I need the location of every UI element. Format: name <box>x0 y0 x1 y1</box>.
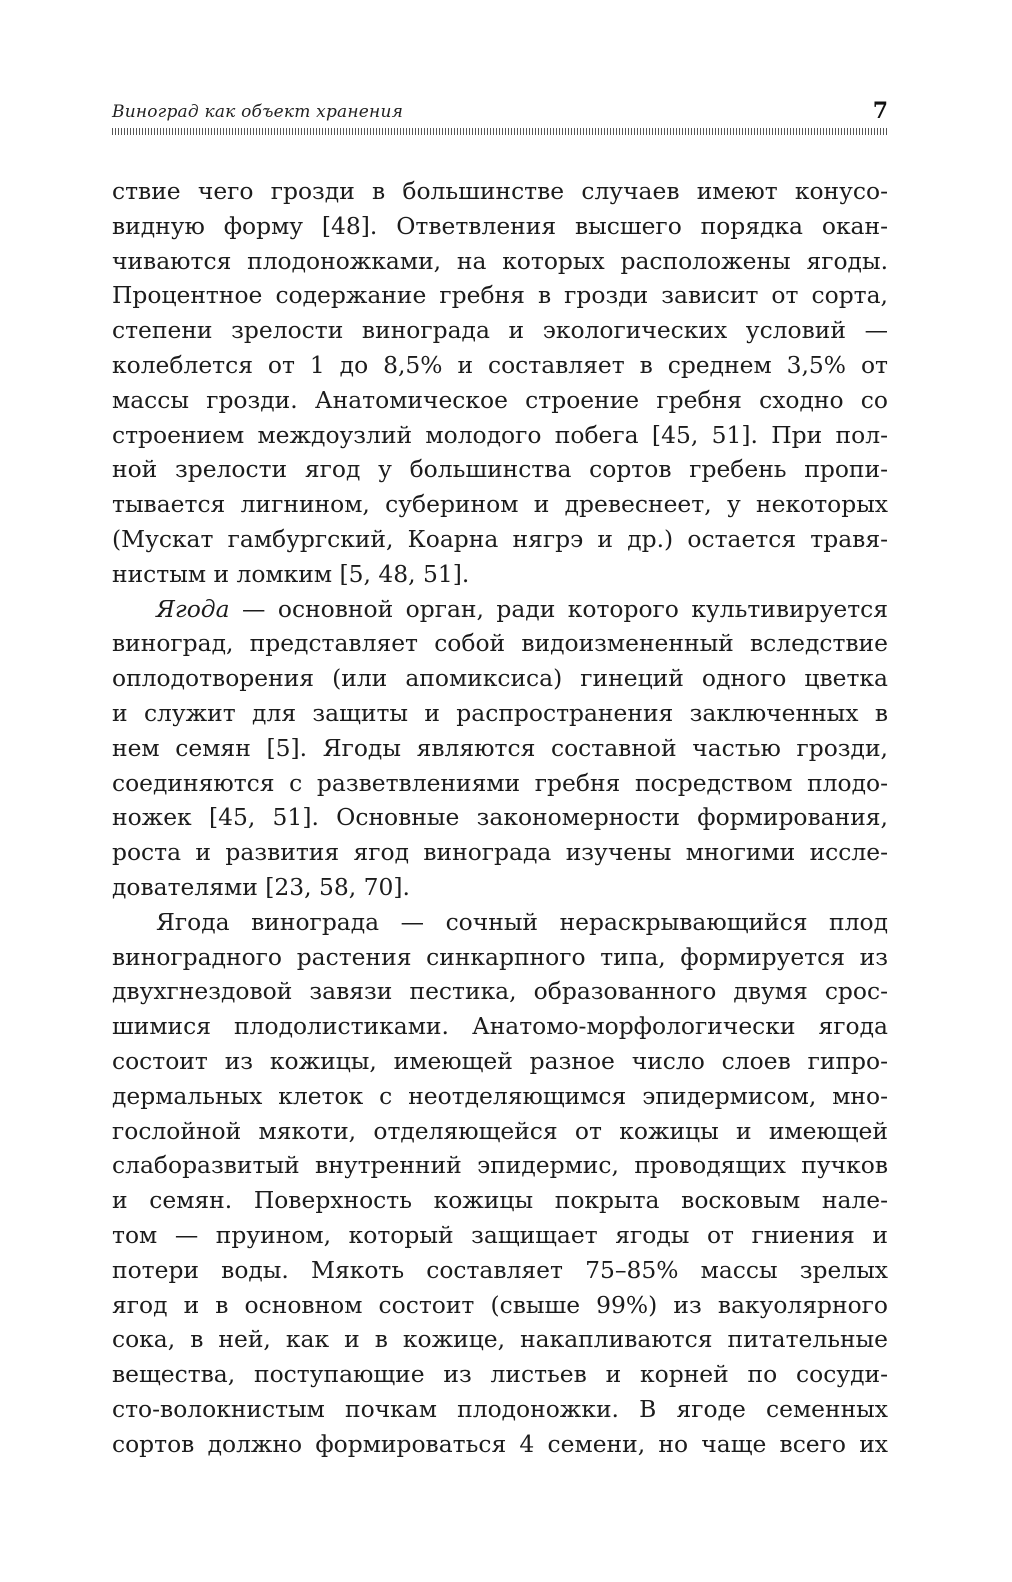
paragraph-1 <box>112 174 888 592</box>
text-line: дермальных клеток с неотделяющимся эпидермисом, мно- <box>112 1081 888 1110</box>
italic-term: Ягода <box>156 594 230 623</box>
text-line: колеблется от 1 до 8,5% и составляет в среднем 3,5% от <box>112 350 888 379</box>
header-rule <box>112 128 888 135</box>
text-line: тывается лигнином, суберином и древеснеет, у некоторых <box>112 490 888 519</box>
text-line: ной зрелости ягод у большинства сортов гребень пропи- <box>112 455 888 484</box>
text-line: вещества, поступающие из листьев и корней по сосуди- <box>112 1360 888 1389</box>
text-line: (Мускат гамбургский, Коарна нягрэ и др.) остается травя- <box>112 524 888 553</box>
text-line: шимися плодолистиками. Анатомо-морфологически ягода <box>112 1012 888 1041</box>
text-line: сока, в ней, как и в кожице, накапливаются питательные <box>112 1325 888 1354</box>
text-line: состоит из кожицы, имеющей разное число слоев гипро- <box>112 1046 888 1075</box>
running-title: Виноград как объект хранения <box>112 102 404 122</box>
running-header <box>112 88 888 126</box>
lead-rest: — основной орган, ради которого культивируется <box>229 594 888 623</box>
text-line: нем семян [5]. Ягоды являются составной частью грозди, <box>112 733 888 762</box>
text-line: нистым и ломким [5, 48, 51]. <box>112 559 470 588</box>
text-line: виноград, представляет собой видоизмененный вследствие <box>112 629 888 658</box>
text-line-lead <box>112 592 888 627</box>
paragraph-3 <box>112 905 888 1462</box>
text-line: потери воды. Мякоть составляет 75–85% массы зрелых <box>112 1255 888 1284</box>
text-line: строением междоузлий молодого побега [45, 51]. При пол- <box>112 420 888 449</box>
text-line: и служит для защиты и распространения заключенных в <box>112 698 888 727</box>
book-page <box>112 88 888 1461</box>
text-line: том — пруином, который защищает ягоды от гниения и <box>112 1220 888 1249</box>
text-line: двухгнездовой завязи пестика, образованного двумя срос- <box>112 977 888 1006</box>
body-text <box>112 174 888 1461</box>
text-line: оплодотворения (или апомиксиса) гинеций одного цветка <box>112 664 888 693</box>
page-number: 7 <box>872 98 888 124</box>
text-line: видную форму [48]. Ответвления высшего порядка окан- <box>112 211 888 240</box>
text-line: соединяются с разветвлениями гребня посредством плодо- <box>112 768 888 797</box>
text-line: и семян. Поверхность кожицы покрыта восковым нале- <box>112 1186 888 1215</box>
text-line: Ягода винограда — сочный нераскрывающийся плод <box>156 907 888 936</box>
text-line: дователями [23, 58, 70]. <box>112 872 410 901</box>
text-line: чиваются плодоножками, на которых расположены ягоды. <box>112 246 888 275</box>
text-line: гослойной мякоти, отделяющейся от кожицы и имеющей <box>112 1116 888 1145</box>
text-line: роста и развития ягод винограда изучены многими иссле- <box>112 838 888 867</box>
text-line: сортов должно формироваться 4 семени, но чаще всего их <box>112 1429 888 1458</box>
text-line: степени зрелости винограда и экологических условий — <box>112 316 888 345</box>
text-line: сто-волокнистым почкам плодоножки. В ягоде семенных <box>112 1394 888 1423</box>
paragraph-2 <box>112 592 888 905</box>
text-line: массы грозди. Анатомическое строение гребня сходно со <box>112 385 888 414</box>
text-line: слаборазвитый внутренний эпидермис, проводящих пучков <box>112 1151 888 1180</box>
text-line: ствие чего грозди в большинстве случаев имеют конусо- <box>112 177 888 205</box>
text-line: ягод и в основном состоит (свыше 99%) из вакуолярного <box>112 1290 888 1319</box>
text-line: ножек [45, 51]. Основные закономерности формирования, <box>112 803 888 832</box>
text-line: виноградного растения синкарпного типа, формируется из <box>112 942 888 971</box>
text-line: Процентное содержание гребня в грозди зависит от сорта, <box>112 281 888 310</box>
